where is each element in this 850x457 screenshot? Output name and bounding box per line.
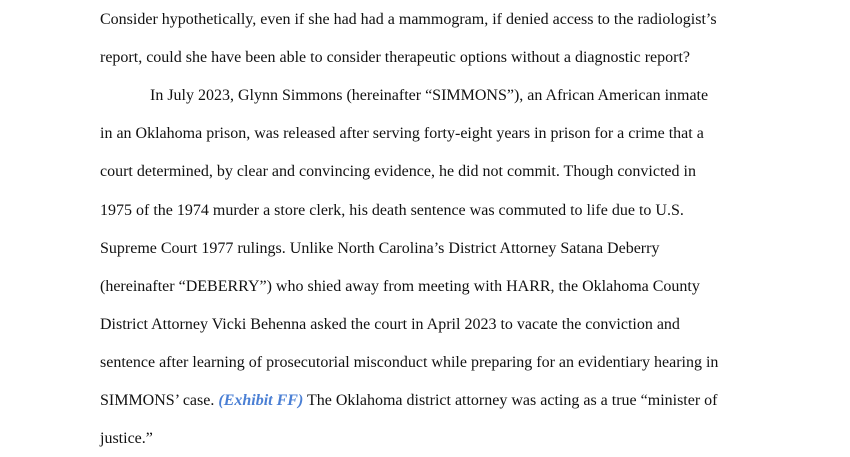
text-line-5: court determined, by clear and convincing evidence, he did not commit. Though convicted in <box>100 163 696 180</box>
text-line-7: Supreme Court 1977 rulings. Unlike North Carolina’s District Attorney Satana Deberry <box>100 240 660 257</box>
text-line-12: justice.” <box>100 430 153 447</box>
text-line-9: District Attorney Vicki Behenna asked the court in April 2023 to vacate the conviction and <box>100 316 680 333</box>
text-line-2: report, could she have been able to consider therapeutic options without a diagnostic report? <box>100 49 691 66</box>
exhibit-reference: (Exhibit FF) <box>218 392 304 409</box>
text-segment: The Oklahoma district attorney was acting as a true “minister of <box>303 392 718 409</box>
text-segment: SIMMONS’ case. <box>100 392 219 409</box>
text-line-6: 1975 of the 1974 murder a store clerk, his death sentence was commuted to life due to U.S. <box>100 202 684 219</box>
text-line-11 <box>100 389 718 413</box>
paragraph-first-line: In July 2023, Glynn Simmons (hereinafter “SIMMONS”), an African American inmate <box>150 87 709 104</box>
text-line-1: Consider hypothetically, even if she had had a mammogram, if denied access to the radiologist’s <box>100 11 717 28</box>
text-line-8: (hereinafter “DEBERRY”) who shied away from meeting with HARR, the Oklahoma County <box>100 278 700 295</box>
text-line-10: sentence after learning of prosecutorial misconduct while preparing for an evidentiary hearing in <box>100 354 719 371</box>
text-line-4: in an Oklahoma prison, was released after serving forty-eight years in prison for a crime that a <box>100 125 704 142</box>
